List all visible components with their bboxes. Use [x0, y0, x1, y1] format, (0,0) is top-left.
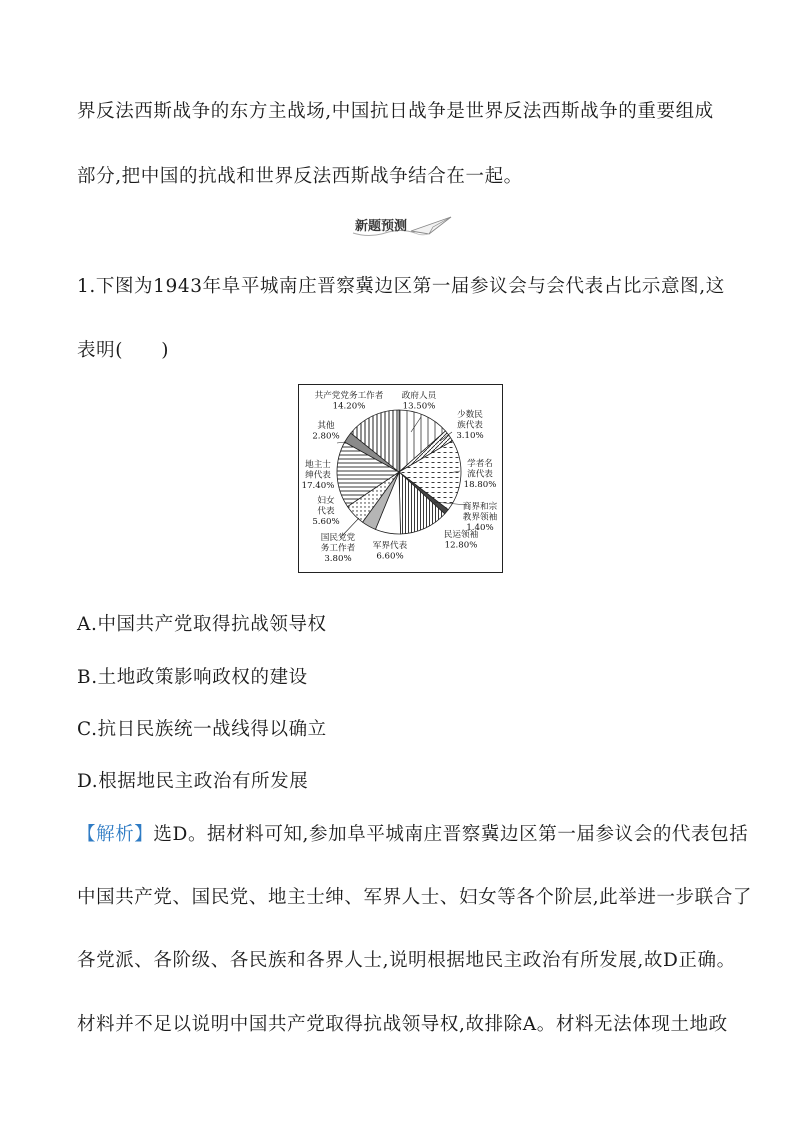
slice-value-label: 17.40%	[301, 481, 335, 491]
slice-name-label: 军界代表	[372, 541, 408, 551]
slice-name-label: 教界领袖	[462, 512, 498, 523]
slice-name-label: 族代表	[457, 420, 483, 431]
slice-name-label: 少数民	[457, 410, 483, 420]
slice-name-label: 学者名	[467, 459, 493, 469]
analysis-line-3: 各党派、各阶级、各民族和各界人士,说明根据地民主政治有所发展,故D正确。	[77, 950, 736, 971]
slice-name-label: 代表	[317, 506, 335, 517]
option-d: D.根据地民主政治有所发展	[77, 771, 309, 792]
paragraph-line-2: 部分,把中国的抗战和世界反法西斯战争结合在一起。	[77, 166, 523, 187]
new-question-badge	[349, 209, 455, 241]
option-b: B.土地政策影响政权的建设	[77, 667, 308, 688]
slice-name-label: 务工作者	[320, 543, 356, 554]
slice-name-label: 国民党党	[320, 533, 356, 543]
slice-value-label: 13.50%	[402, 401, 436, 412]
slice-value-label: 12.80%	[444, 540, 478, 551]
analysis-line-2: 中国共产党、国民党、地主士绅、军界人士、妇女等各个阶层,此举进一步联合了	[77, 887, 752, 908]
slice-value-label: 5.60%	[312, 517, 340, 527]
slice-value-label: 2.80%	[312, 431, 340, 442]
analysis-line-1	[77, 822, 749, 848]
slice-name-label: 民运领袖	[443, 530, 479, 540]
question-line-1: 1.下图为1943年阜平城南庄晋察冀边区第一届参议会与会代表占比示意图,这	[77, 276, 725, 297]
slice-name-label: 共产党党务工作者	[314, 391, 384, 401]
analysis-line-4: 材料并不足以说明中国共产党取得抗战领导权,故排除A。材料无法体现土地政	[77, 1014, 728, 1035]
slice-value-label: 6.60%	[376, 551, 404, 562]
slice-name-label: 妇女	[317, 496, 335, 506]
slice-value-label: 1.40%	[466, 523, 494, 533]
paragraph-line-1: 界反法西斯战争的东方主战场,中国抗日战争是世界反法西斯战争的重要组成	[77, 101, 714, 122]
analysis-line-1-text: 选D。据材料可知,参加阜平城南庄晋察冀边区第一届参议会的代表包括	[153, 824, 749, 845]
slice-value-label: 3.10%	[456, 431, 484, 441]
slice-name-label: 其他	[317, 421, 335, 431]
option-a: A.中国共产党取得抗战领导权	[77, 614, 327, 635]
slice-value-label: 14.20%	[332, 401, 366, 412]
slice-name-label: 地主士	[305, 460, 331, 470]
slice-value-label: 3.80%	[324, 554, 352, 564]
badge-label: 新题预测	[355, 219, 408, 234]
pie-chart-svg	[299, 385, 502, 572]
analysis-tag: 【解析】	[77, 824, 154, 845]
slice-value-label: 18.80%	[463, 480, 497, 490]
slice-name-label: 流代表	[467, 469, 493, 480]
option-c: C.抗日民族统一战线得以确立	[77, 719, 327, 740]
question-line-2: 表明( )	[77, 340, 170, 361]
pie-chart	[298, 384, 503, 573]
slice-name-label: 商界和宗	[462, 502, 498, 512]
slice-name-label: 绅代表	[305, 470, 331, 481]
slice-name-label: 政府人员	[401, 391, 437, 401]
